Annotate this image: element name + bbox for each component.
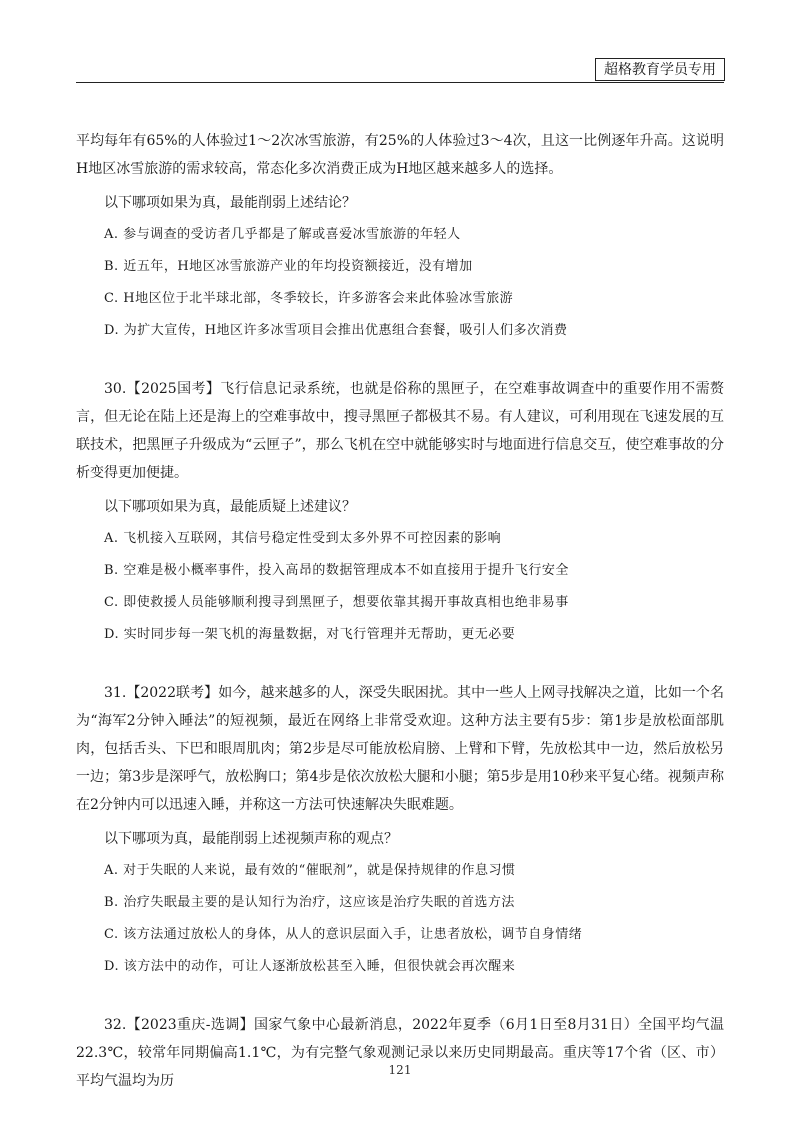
spacer bbox=[76, 649, 724, 679]
question-prompt: 以下哪项如果为真，最能质疑上述建议？ bbox=[104, 499, 356, 515]
option-d: D. 实时同步每一架飞机的海量数据，对飞行管理并无帮助，更无必要 bbox=[104, 627, 516, 642]
option-a: A. 飞机接入互联网，其信号稳定性受到太多外界不可控因素的影响 bbox=[104, 531, 502, 546]
question-text: 30.【2025国考】飞行信息记录系统，也就是俗称的黑匣子，在空难事故调查中的重要作用不需赘言，但无论在陆上还是海上的空难事故中，搜寻黑匣子都极其不易。有人建议，可利用现在飞速发展的互联技术，把黑匣子升级成为“云匣子”，那么飞机在空中就能够实时与地面进行信息交互，使空难事故的分析变得更加便捷。 bbox=[76, 381, 724, 481]
option-a: A. 参与调查的受访者几乎都是了解或喜爱冰雪旅游的年轻人 bbox=[104, 227, 461, 242]
question-prompt: 以下哪项如果为真，最能削弱上述结论？ bbox=[104, 195, 356, 211]
header-divider bbox=[76, 82, 724, 83]
page-number: 121 bbox=[388, 1063, 412, 1077]
option-c: C. H地区位于北半球北部，冬季较长，许多游客会来此体验冰雪旅游 bbox=[104, 291, 514, 306]
question-block bbox=[76, 375, 724, 649]
question-block bbox=[76, 127, 724, 345]
question-prompt: 以下哪项为真，最能削弱上述视频声称的观点？ bbox=[104, 831, 398, 847]
option-d: D. 为扩大宣传，H地区许多冰雪项目会推出优惠组合套餐，吸引人们多次消费 bbox=[104, 323, 568, 338]
option-b: B. 空难是极小概率事件，投入高昂的数据管理成本不如直接用于提升飞行安全 bbox=[104, 563, 569, 578]
question-block bbox=[76, 679, 724, 981]
option-b: B. 治疗失眠最主要的是认知行为治疗，这应该是治疗失眠的首选方法 bbox=[104, 895, 515, 910]
option-c: C. 该方法通过放松人的身体，从人的意识层面入手，让患者放松，调节自身情绪 bbox=[104, 927, 583, 942]
question-text: 32.【2023重庆-选调】国家气象中心最新消息，2022年夏季（6月1日至8月31日）全国平均气温22.3℃，较常年同期偏高1.1℃，为有完整气象观测记录以来历史同期最高。重庆等17个省（区、市）平均气温均为历 bbox=[76, 1017, 724, 1089]
spacer bbox=[76, 345, 724, 375]
option-d: D. 该方法中的动作，可让人逐渐放松甚至入睡，但很快就会再次醒来 bbox=[104, 959, 516, 974]
question-text: 31.【2022联考】如今，越来越多的人，深受失眠困扰。其中一些人上网寻找解决之道，比如一个名为“海军2分钟入睡法”的短视频，最近在网络上非常受欢迎。这种方法主要有5步：第1步是放松面部肌肉，包括舌头、下巴和眼周肌肉；第2步是尽可能放松肩膀、上臂和下臂，先放松其中一边，然后放松另一边；第3步是深呼气，放松胸口；第4步是依次放松大腿和小腿；第5步是用10秒来平复心绪。视频声称在2分钟内可以迅速入睡，并称这一方法可快速解决失眠难题。 bbox=[76, 685, 724, 813]
option-c: C. 即使救援人员能够顺利搜寻到黑匣子，想要依靠其揭开事故真相也绝非易事 bbox=[104, 595, 569, 610]
header-label: 超格教育学员专用 bbox=[595, 58, 725, 81]
option-b: B. 近五年，H地区冰雪旅游产业的年均投资额接近，没有增加 bbox=[104, 259, 473, 274]
question-block bbox=[76, 1011, 724, 1095]
option-a: A. 对于失眠的人来说，最有效的“催眠剂”，就是保持规律的作息习惯 bbox=[104, 863, 516, 878]
question-continuation: 平均每年有65%的人体验过1～2次冰雪旅游，有25%的人体验过3～4次，且这一比例逐年升高。这说明H地区冰雪旅游的需求较高，常态化多次消费正成为H地区越来越多人的选择。 bbox=[76, 133, 724, 177]
page-content bbox=[76, 127, 724, 1095]
spacer bbox=[76, 981, 724, 1011]
